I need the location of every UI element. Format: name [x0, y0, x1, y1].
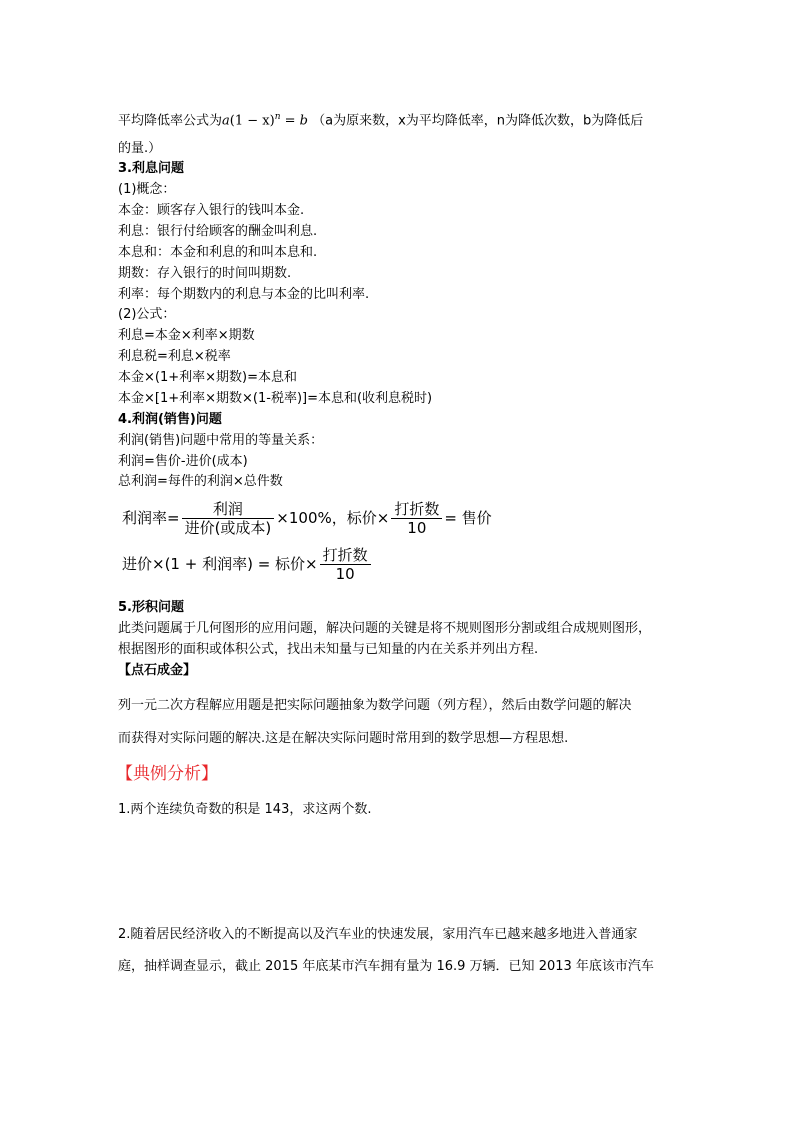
eq1-left: 利润率= [122, 509, 180, 527]
shape-paragraph-1: 此类问题属于几何图形的应用问题，解决问题的关键是将不规则图形分割或组合成规则图形， [118, 621, 652, 636]
formula-a: a [222, 113, 230, 129]
sum-def: 本息和：本金和利息的和叫本息和. [118, 245, 318, 260]
tip-paragraph-2: 而获得对实际问题的解决.这是在解决实际问题时常用到的数学思想—方程思想. [118, 731, 569, 746]
eq1-right: = 售价 [444, 509, 492, 527]
eq2-numerator: 打折数 [320, 546, 371, 565]
shape-heading: 5.形积问题 [118, 600, 184, 615]
eq2-left: 进价×(1 + 利润率) = 标价× [122, 555, 318, 573]
interest-formula-2: 利息税=利息×税率 [118, 349, 231, 364]
profit-relation-1: 利润=售价-进价(成本) [118, 454, 248, 469]
formula-eq: = [280, 113, 300, 129]
eq1-fraction-2 [391, 500, 442, 537]
eq1-denominator-2: 10 [407, 519, 427, 537]
period-def: 期数：存入银行的时间叫期数. [118, 266, 292, 281]
examples-heading: 【典例分析】 [116, 764, 218, 784]
decline-desc-cont: 的量.） [118, 141, 162, 156]
profit-equation-2 [122, 544, 373, 584]
interest-formula-1: 利息=本金×利率×期数 [118, 328, 255, 343]
interest-def: 利息：银行付给顾客的酬金叫利息. [118, 224, 318, 239]
profit-intro: 利润(销售)问题中常用的等量关系： [118, 433, 324, 448]
tip-paragraph-1: 列一元二次方程解应用题是把实际问题抽象为数学问题（列方程），然后由数学问题的解决 [118, 698, 632, 713]
profit-relation-2: 总利润=每件的利润×总件数 [118, 474, 283, 489]
eq1-denominator: 进价(或成本) [184, 519, 272, 537]
eq2-denominator: 10 [335, 565, 355, 583]
interest-heading: 3.利息问题 [118, 161, 184, 176]
rate-def: 利率：每个期数内的利息与本金的比叫利率. [118, 287, 370, 302]
formula-b: b [299, 113, 308, 129]
shape-paragraph-2: 根据图形的面积或体积公式，找出未知量与已知量的内在关系并列出方程. [118, 642, 539, 657]
example-question-1: 1.两个连续负奇数的积是 143，求这两个数. [118, 802, 372, 817]
example-question-2-line-1: 2.随着居民经济收入的不断提高以及汽车业的快速发展，家用汽车已越来越多地进入普通家 [118, 927, 638, 942]
interest-formula-3: 本金×(1+利率×期数)=本息和 [118, 370, 297, 385]
eq1-numerator: 利润 [182, 500, 275, 519]
eq1-fraction [182, 500, 275, 537]
decline-formula-line [118, 107, 643, 131]
principal-def: 本金：顾客存入银行的钱叫本金. [118, 203, 305, 218]
eq2-fraction [320, 546, 371, 583]
tip-heading: 【点石成金】 [118, 663, 197, 678]
profit-heading: 4.利润(销售)问题 [118, 412, 222, 427]
formula-label: (2)公式： [118, 307, 176, 322]
decline-prefix: 平均降低率公式为 [118, 113, 223, 129]
formula-exp: n [274, 112, 281, 122]
eq1-mid: ×100%，标价× [276, 509, 390, 527]
formula-mid: (1 − x) [229, 113, 275, 129]
decline-desc: （a为原来数，x为平均降低率，n为降低次数，b为降低后 [312, 113, 644, 129]
profit-equation-1 [122, 498, 492, 538]
example-question-2-line-2: 庭，抽样调查显示，截止 2015 年底某市汽车拥有量为 16.9 万辆．已知 2013 年底该市汽车 [118, 959, 654, 974]
concept-label: (1)概念： [118, 182, 176, 197]
eq1-numerator-2: 打折数 [391, 500, 442, 519]
interest-formula-4: 本金×[1+利率×期数×(1-税率)]=本息和(收利息税时) [118, 391, 433, 406]
